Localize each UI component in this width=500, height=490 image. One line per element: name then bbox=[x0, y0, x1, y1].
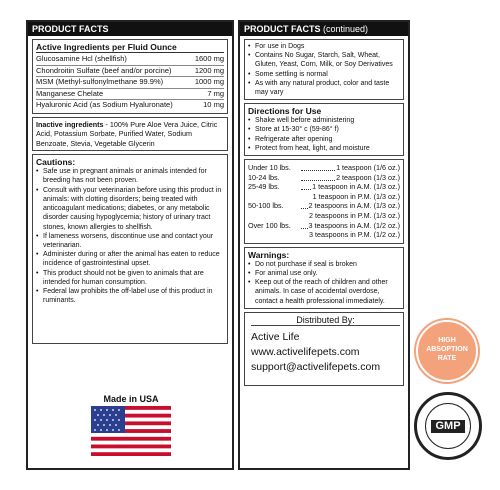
ingredient-name: Chondroitin Sulfate (beef and/or porcine) bbox=[36, 65, 172, 75]
ingredient-name: Glucosamine Hcl (shellfish) bbox=[36, 54, 127, 63]
dosing-amount: 2 teaspoon (1/3 oz.) bbox=[336, 172, 400, 182]
gmp-text: GMP bbox=[431, 420, 465, 433]
caution-item: • Consult with your veterinarian before using this product in animals: with clotting disorders; being treated with anticoagulant medications; diabetes, or any metabolic disorder causing hypoglycemia; history of urinary tract stones, known allergies to shellfish. bbox=[36, 186, 224, 232]
dosing-leader bbox=[301, 230, 308, 237]
dosing-row bbox=[248, 192, 400, 202]
directions-title: Directions for Use bbox=[248, 106, 322, 117]
warning-item: • Do not purchase if seal is broken bbox=[248, 260, 400, 269]
gmp-seal bbox=[414, 392, 482, 460]
active-ingredients-title: Active Ingredients per Fluid Ounce bbox=[36, 42, 224, 53]
made-in-usa-label: Made in USA bbox=[103, 394, 159, 404]
dosing-weight: 50-100 lbs. bbox=[248, 201, 284, 211]
product-info-item: • Some settling is normal bbox=[248, 70, 400, 79]
badge-line-1: HIGH bbox=[438, 337, 456, 344]
directions-list bbox=[248, 116, 400, 153]
ingredient-row bbox=[36, 77, 224, 89]
dosing-weight bbox=[248, 192, 300, 202]
usa-flag-icon bbox=[91, 406, 171, 456]
dosing-weight bbox=[248, 211, 300, 221]
ingredient-amount: 10 mg bbox=[203, 100, 224, 109]
dosing-amount: 1 teaspoon in A.M. (1/3 oz.) bbox=[312, 182, 400, 192]
warnings-list bbox=[248, 260, 400, 306]
dosing-row bbox=[248, 201, 400, 211]
usa-flag-area bbox=[86, 394, 176, 461]
ingredient-name: MSM (Methyl-sulfonylmethane 99.9%) bbox=[36, 77, 164, 86]
warning-item: • For animal use only. bbox=[248, 269, 400, 278]
dosing-amount: 3 teaspoons in P.M. (1/2 oz.) bbox=[309, 230, 400, 240]
warning-item: • Keep out of the reach of children and other animals. In case of accidental overdose, contact a health professional immediately. bbox=[248, 278, 400, 306]
caution-item: • This product should not be given to animals that are intended for human consumption. bbox=[36, 269, 224, 287]
ingredient-amount: 1200 mg bbox=[194, 65, 224, 75]
badge-line-2: ABSOPTION bbox=[426, 346, 468, 353]
absorption-rate-badge bbox=[416, 320, 478, 382]
dosing-table bbox=[248, 163, 400, 240]
direction-item: • Shake well before administering bbox=[248, 116, 400, 125]
dosing-amount: 1 teaspoon in P.M. (1/3 oz.) bbox=[312, 191, 400, 201]
dosing-leader bbox=[301, 192, 312, 199]
dosing-amount: 3 teaspoons in A.M. (1/2 oz.) bbox=[308, 220, 400, 230]
product-info-item: • As with any natural product, color and taste may vary bbox=[248, 79, 400, 97]
dosing-weight: Over 100 lbs. bbox=[248, 220, 291, 230]
support-email-link[interactable]: support@activelifepets.com bbox=[251, 360, 381, 373]
warnings-title: Warnings: bbox=[248, 249, 290, 260]
company-name: Active Life bbox=[251, 330, 300, 343]
caution-item: • If lameness worsens, discontinue use and contact your veterinarian. bbox=[36, 232, 224, 250]
product-info-section bbox=[244, 39, 404, 100]
ingredient-amount: 7 mg bbox=[207, 88, 224, 98]
dosing-row bbox=[248, 163, 400, 173]
dosing-weight bbox=[248, 230, 300, 240]
dosing-leader bbox=[301, 211, 308, 218]
dosing-weight: 10-24 lbs. bbox=[248, 172, 280, 182]
inactive-text: - 100% Pure Aloe Vera Juice, Citric Acid, Potassium Sorbate, Purified Water, Sodium Benzoate, Stevia, Vegetable Glycerin bbox=[36, 119, 218, 148]
dosing-row bbox=[248, 230, 400, 240]
dosing-leader bbox=[301, 221, 308, 229]
dosing-amount: 2 teaspoons in P.M. (1/3 oz.) bbox=[309, 211, 400, 220]
distributor-section bbox=[244, 312, 404, 386]
ingredient-name: Manganese Chelate bbox=[36, 88, 104, 98]
dosing-leader bbox=[301, 173, 335, 181]
product-info-list bbox=[248, 42, 400, 97]
dosing-row bbox=[248, 173, 400, 183]
right-header-suffix: (continued) bbox=[320, 24, 369, 34]
right-header bbox=[240, 22, 408, 36]
right-header-title: PRODUCT FACTS bbox=[244, 24, 321, 34]
ingredient-row bbox=[36, 54, 224, 66]
ingredient-amount: 1000 mg bbox=[194, 77, 224, 86]
direction-item: • Protect from heat, light, and moisture bbox=[248, 144, 400, 153]
left-header: PRODUCT FACTS bbox=[28, 22, 232, 36]
cautions-title: Cautions: bbox=[36, 157, 76, 168]
dosing-leader bbox=[301, 201, 308, 209]
active-ingredients-section bbox=[32, 39, 228, 114]
product-info-item: • For use in Dogs bbox=[248, 42, 400, 51]
caution-item: • Safe use in pregnant animals or animals intended for breeding has not been proven. bbox=[36, 167, 224, 185]
dosing-section bbox=[244, 159, 404, 244]
cautions-list bbox=[36, 167, 224, 305]
badge-line-3: RATE bbox=[437, 355, 457, 362]
dosing-weight: Under 10 lbs. bbox=[248, 163, 291, 173]
direction-item: • Refrigerate after opening bbox=[248, 135, 400, 144]
left-facts-panel bbox=[26, 20, 234, 470]
caution-item: • Administer during or after the animal has eaten to reduce incidence of gastrointestinal upset. bbox=[36, 250, 224, 268]
direction-item: • Store at 15-30° c (59-86° f) bbox=[248, 125, 400, 134]
caution-item: • Federal law prohibits the off-label use of this product in ruminants. bbox=[36, 287, 224, 305]
cautions-section bbox=[32, 154, 228, 344]
ingredient-row bbox=[36, 66, 224, 78]
website-link[interactable]: www.activelifepets.com bbox=[251, 345, 360, 358]
inactive-label: Inactive ingredients bbox=[36, 119, 104, 129]
directions-section bbox=[244, 103, 404, 156]
distributed-by-label: Distributed By: bbox=[251, 315, 400, 326]
dosing-amount: 1 teaspoon (1/6 oz.) bbox=[336, 163, 400, 173]
dosing-row bbox=[248, 221, 400, 231]
inactive-ingredients-section bbox=[32, 117, 228, 152]
ingredient-amount: 1600 mg bbox=[194, 54, 224, 63]
warnings-section bbox=[244, 247, 404, 309]
dosing-row bbox=[248, 182, 400, 192]
ingredient-row bbox=[36, 89, 224, 101]
dosing-leader bbox=[301, 182, 311, 190]
ingredient-name: Hyaluronic Acid (as Sodium Hyaluronate) bbox=[36, 100, 173, 109]
dosing-leader bbox=[301, 163, 335, 171]
ingredient-row bbox=[36, 100, 224, 111]
active-ingredients-list bbox=[36, 54, 224, 111]
dosing-amount: 2 teaspoons in A.M. (1/3 oz.) bbox=[308, 201, 400, 211]
product-info-item: • Contains No Sugar, Starch, Salt, Wheat, Gluten, Yeast, Corn, Milk, or Soy Derivatives bbox=[248, 51, 400, 69]
dosing-row bbox=[248, 211, 400, 221]
right-facts-panel bbox=[238, 20, 410, 470]
dosing-weight: 25-49 lbs. bbox=[248, 182, 280, 192]
